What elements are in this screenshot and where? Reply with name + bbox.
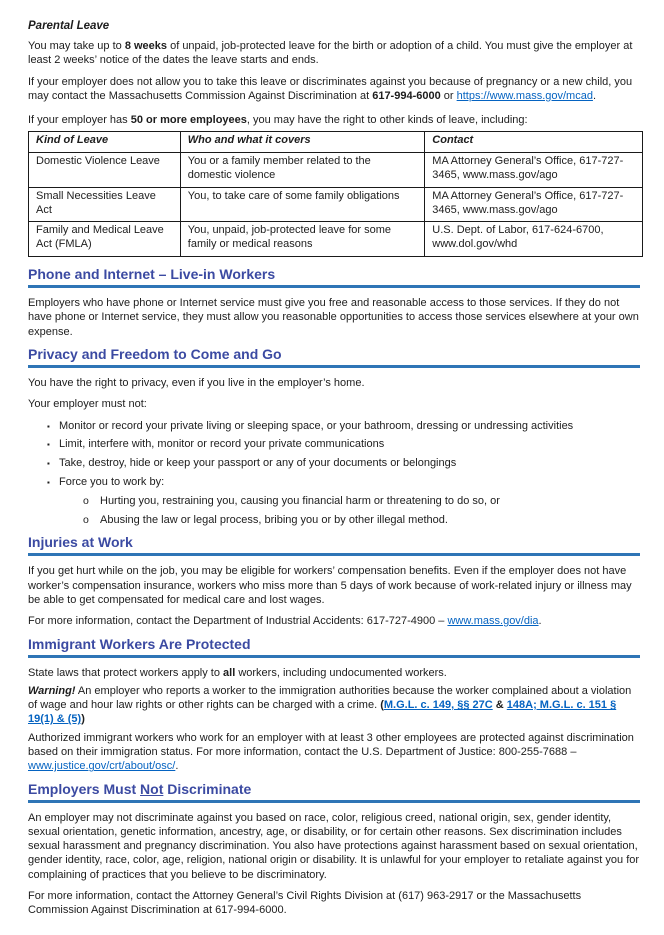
privacy-paragraph: You have the right to privacy, even if you live in the employer’s home. [28, 376, 365, 389]
column-header-covers: Who and what it covers [180, 132, 425, 153]
privacy-sub-bullet-list [59, 494, 640, 527]
immigrant-paragraph-1: State laws that protect workers apply to all workers, including undocumented workers. [28, 666, 447, 679]
privacy-heading: Privacy and Freedom to Come and Go [28, 346, 640, 368]
table-header-row [29, 132, 643, 153]
table-cell-kind: Small Necessities Leave Act [29, 187, 181, 222]
link[interactable]: 148A; M.G.L. c. 151 § 19(1) & (5) [28, 699, 617, 726]
bullet-item: ▪ Limit, interfere with, monitor or record your private communications [47, 437, 640, 451]
phone-internet-heading: Phone and Internet – Live-in Workers [28, 266, 640, 288]
bullet-item [47, 475, 640, 527]
bullet-item: ▪ Take, destroy, hide or keep your passport or any of your documents or belongings [47, 456, 640, 470]
link[interactable]: www.mass.gov/dia [447, 615, 539, 628]
immigrant-paragraph-2: Authorized immigrant workers who work for an employer with at least 3 other employees are protected against discrimination based on their immigration status. For more information, contact the U.S. Department of Justice: 800-255-7688 – www.justice.gov/crt/about/osc/. [28, 731, 634, 773]
discrimination-paragraph-2: For more information, contact the Attorney General’s Civil Rights Division at (617) 963-2917 or the Massachusetts Commission Against Discrimination at 617-994-6000. [28, 890, 582, 917]
link[interactable]: www.justice.gov/crt/about/osc/ [28, 760, 176, 773]
table-cell-contact: U.S. Dept. of Labor, 617-624-6700, www.dol.gov/whd [425, 222, 643, 257]
immigrant-warning-paragraph: Warning! An employer who reports a worker to the immigration authorities because the worker complained about a violation of wage and hour law rights or other rights can be charged with a crime. (M.G.L. c. 149, §§ 27C & 148A; M.G.L. c. 151 § 19(1) & (5)) [28, 684, 632, 726]
column-header-kind: Kind of Leave [29, 132, 181, 153]
privacy-bullet-list [28, 419, 640, 528]
sub-bullet-item: o Hurting you, restraining you, causing you financial harm or threatening to do so, or [83, 494, 640, 508]
table-row [29, 153, 643, 188]
link[interactable]: M.G.L. c. 149, §§ 27C [383, 699, 493, 712]
injuries-heading: Injuries at Work [28, 534, 640, 556]
discrimination-heading: Employers Must Not Discriminate [28, 781, 640, 803]
employer-must-not-label: Your employer must not: [28, 398, 147, 411]
discrimination-paragraph-1: An employer may not discriminate against you based on race, color, religious creed, national origin, sex, gender identity, sexual orientation, genetic information, ancestry, age, or disability, or for certain other reasons. Sex discrimination includes sexual harassment and pregnancy discrimination. You also have protections against harassment based on sexual orientation, gender identity, race, color, age, religion, national origin or disability. It is unlawful for your employer to retaliate against you for complaining of practices that you believe to be discriminatory. [28, 811, 640, 881]
table-row [29, 222, 643, 257]
sub-bullet-item: o Abusing the law or legal process, bribing you or by other illegal method. [83, 513, 640, 527]
bullet-item: ▪ Monitor or record your private living or sleeping space, or your bathroom, dressing or undressing activities [47, 419, 640, 433]
parental-leave-title: Parental Leave [28, 20, 110, 32]
injuries-contact-line: For more information, contact the Department of Industrial Accidents: 617-727-4900 – www.mass.gov/dia. [28, 615, 542, 628]
link[interactable]: https://www.mass.gov/mcad [456, 89, 593, 102]
immigrant-heading: Immigrant Workers Are Protected [28, 636, 640, 658]
table-cell-contact: MA Attorney General’s Office, 617-727-3465, www.mass.gov/ago [425, 153, 643, 188]
table-cell-contact: MA Attorney General’s Office, 617-727-3465, www.mass.gov/ago [425, 187, 643, 222]
table-row [29, 187, 643, 222]
bullet-item-label: Force you to work by: [59, 475, 165, 488]
table-cell-covers: You or a family member related to the domestic violence [180, 153, 425, 188]
column-header-contact: Contact [425, 132, 643, 153]
injuries-paragraph: If you get hurt while on the job, you may be eligible for workers’ compensation benefits. Even if the employer does not have worker’s compensation insurance, workers who miss more than 5 days of work because of work-related injury or illness may be able to get compensated for medical care and lost wages. [28, 565, 632, 606]
parental-leave-paragraph-1: You may take up to 8 weeks of unpaid, job-protected leave for the birth or adoption of a child. You must give the employer at least 2 weeks’ notice of the dates the leave starts and ends. [28, 40, 633, 67]
table-cell-kind: Domestic Violence Leave [29, 153, 181, 188]
table-cell-covers: You, unpaid, job-protected leave for some family or medical reasons [180, 222, 425, 257]
phone-internet-paragraph: Employers who have phone or Internet service must give you free and reasonable access to those services. If they do not have phone or Internet service, they must allow you reasonable opportunities to access those services elsewhere at your own expense. [28, 297, 639, 338]
leave-table [28, 131, 643, 257]
table-cell-kind: Family and Medical Leave Act (FMLA) [29, 222, 181, 257]
parental-leave-paragraph-2: If your employer does not allow you to take this leave or discriminates against you because of pregnancy or a new child, you may contact the Massachusetts Commission Against Discrimination at 617-994-6000 or https://www.mass.gov/mcad. [28, 75, 633, 102]
leave-table-intro: If your employer has 50 or more employees, you may have the right to other kinds of leave, including: [28, 114, 528, 127]
table-cell-covers: You, to take care of some family obligations [180, 187, 425, 222]
